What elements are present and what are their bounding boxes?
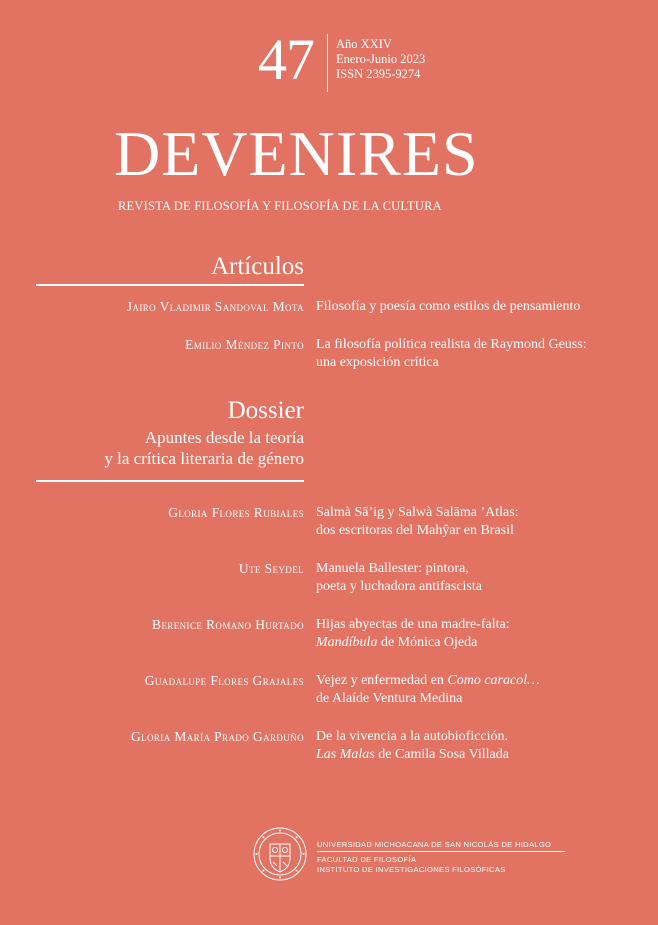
dossier-article-title: Manuela Ballester: pintora, poeta y luchadora antifascista [316, 561, 482, 594]
dossier-author: Gloria Flores Rubiales [168, 505, 304, 520]
articulos-heading: Artículos [210, 253, 304, 280]
dossier-article-title: De la vivencia a la autobioficción. Las Malas de Camila Sosa Villada [316, 729, 509, 762]
issue-year: Año XXIV [336, 37, 392, 51]
article-author: Jairo Vladimir Sandoval Mota [126, 299, 304, 314]
institute-name: INSTITUTO DE INVESTIGACIONES FILOSÓFICAS [317, 865, 506, 874]
dossier-author: Gloria María Prado Garduño [130, 729, 304, 744]
dossier-article-title: Hijas abyectas de una madre-falta: Mandíbula de Mónica Ojeda [316, 617, 510, 650]
dossier-author: Guadalupe Flores Grajales [144, 673, 304, 688]
article-title: Filosofía y poesía como estilos de pensamiento [316, 299, 581, 314]
university-crest-icon [252, 826, 308, 882]
issue-divider [327, 34, 328, 92]
issue-meta [336, 37, 425, 82]
faculty-block [317, 855, 506, 875]
dossier-article-title: Vejez y enfermedad en Como caracol… de Alaíde Ventura Medina [316, 673, 540, 706]
articulos-rule [36, 284, 304, 286]
issue-number: 47 [258, 27, 314, 92]
issue-period: Enero-Junio 2023 [336, 52, 426, 66]
journal-subtitle: REVISTA DE FILOSOFÍA Y FILOSOFÍA DE LA CULTURA [118, 199, 442, 213]
article-title: La filosofía política realista de Raymond Geuss: una exposición crítica [316, 337, 587, 370]
dossier-rule [36, 480, 304, 482]
dossier-author: Berenice Romano Hurtado [152, 617, 304, 632]
faculty-name: FACULTAD DE FILOSOFÍA [317, 855, 417, 864]
issue-issn: ISSN 2395-9274 [336, 67, 421, 81]
dossier-author: Ute Seydel [238, 561, 304, 576]
dossier-subtitle: Apuntes desde la teoría y la crítica literaria de género [104, 428, 304, 468]
dossier-article-title: Salmà Sā’ig y Salwà Salāma ’Atlas: dos escritoras del Mahŷar en Brasil [316, 505, 519, 538]
university-name: UNIVERSIDAD MICHOACANA DE SAN NICOLÁS DE HIDALGO [317, 840, 552, 849]
journal-title: DEVENIRES [114, 118, 479, 189]
footer-rule [317, 851, 565, 852]
dossier-heading: Dossier [227, 397, 304, 424]
article-author: Emilio Méndez Pinto [185, 337, 304, 352]
